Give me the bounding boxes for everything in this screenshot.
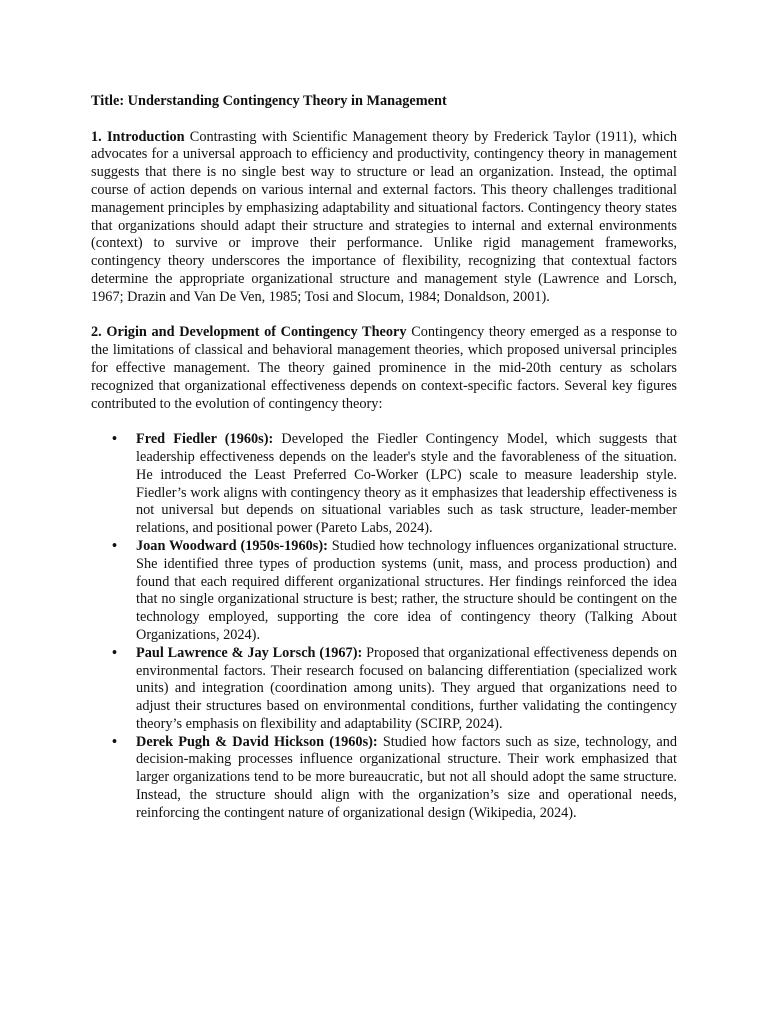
- origin-heading: 2. Origin and Development of Contingency Theory: [91, 324, 407, 341]
- bullet-text: Proposed that organizational effectiveness depends on environmental factors. Their research focused on balancing differentiation (specialized work units) and integration (coordination among units). They argued that organizations need to adjust their structures based on environmental conditions, further validating the contingency theory’s emphasis on flexibility and adaptability (SCIRP, 2024).: [136, 644, 677, 732]
- bullet-icon: •: [112, 644, 118, 661]
- origin-paragraph: [91, 324, 677, 413]
- list-item-pugh-hickson: [91, 734, 677, 823]
- introduction-heading: 1. Introduction: [91, 128, 185, 145]
- bullet-name: Paul Lawrence & Jay Lorsch (1967):: [136, 644, 363, 661]
- bullet-icon: •: [112, 537, 118, 554]
- bullet-icon: •: [112, 733, 118, 750]
- document-title: Title: Understanding Contingency Theory in Management: [91, 93, 447, 109]
- origin-body: Contingency theory emerged as a response to the limitations of classical and behavioral management theories, which proposed universal principles for effective management. The theory gained prominence in the mid-20th century as scholars recognized that organizational effectiveness depends on context-specific factors. Several key figures contributed to the evolution of contingency theory:: [91, 324, 678, 412]
- introduction-paragraph: [91, 129, 677, 307]
- bullet-icon: •: [112, 431, 118, 448]
- bullet-text: Studied how technology influences organizational structure. She identified three types of production systems (unit, mass, and process production) and found that each required different organizational structures. Her findings reinforced the idea that no single organizational structure is best; rather, the structure should be contingent on the technology employed, supporting the core idea of contingency theory (Talking About Organizations, 2024).: [136, 537, 678, 643]
- document-page: [91, 93, 677, 823]
- bullet-text: Developed the Fiedler Contingency Model, which suggests that leadership effectiveness depends on the leader's style and the favorableness of the situation. He introduced the Least Preferred Co-Worker (LPC) scale to measure leadership style. Fiedler’s work aligns with contingency theory as it emphasizes that leadership effectiveness is not universal but depends on situational variables such as task structure, leader-member relations, and positional power (Pareto Labs, 2024).: [136, 431, 677, 537]
- bullet-name: Fred Fiedler (1960s):: [136, 431, 274, 448]
- list-item-lawrence-lorsch: [91, 645, 677, 734]
- introduction-body: Contrasting with Scientific Management theory by Frederick Taylor (1911), which advocates for a universal approach to efficiency and productivity, contingency theory in management suggests that there is no single best way to structure or lead an organization. Instead, the optimal course of action depends on various internal and external factors. This theory challenges traditional management principles by emphasizing adaptability and situational factors. Contingency theory states that organizations should adapt their structure and strategies to internal and external environments (context) to survive or improve their performance. Unlike rigid management frameworks, contingency theory underscores the importance of flexibility, recognizing that contextual factors determine the appropriate organizational structure and management style (Lawrence and Lorsch, 1967; Drazin and Van De Ven, 1985; Tosi and Slocum, 1984; Donaldson, 2001).: [91, 128, 678, 305]
- list-item-fred-fiedler: [91, 431, 677, 538]
- list-item-joan-woodward: [91, 538, 677, 645]
- bullet-text: Studied how factors such as size, technology, and decision-making processes influence organizational structure. Their work emphasized that larger organizations tend to be more bureaucratic, but not all should adopt the same structure. Instead, the structure should align with the organization’s size and operational needs, reinforcing the contingent nature of organizational design (Wikipedia, 2024).: [136, 733, 677, 821]
- bullet-name: Joan Woodward (1950s-1960s):: [136, 537, 328, 554]
- key-figures-list: [91, 431, 677, 823]
- bullet-name: Derek Pugh & David Hickson (1960s):: [136, 733, 378, 750]
